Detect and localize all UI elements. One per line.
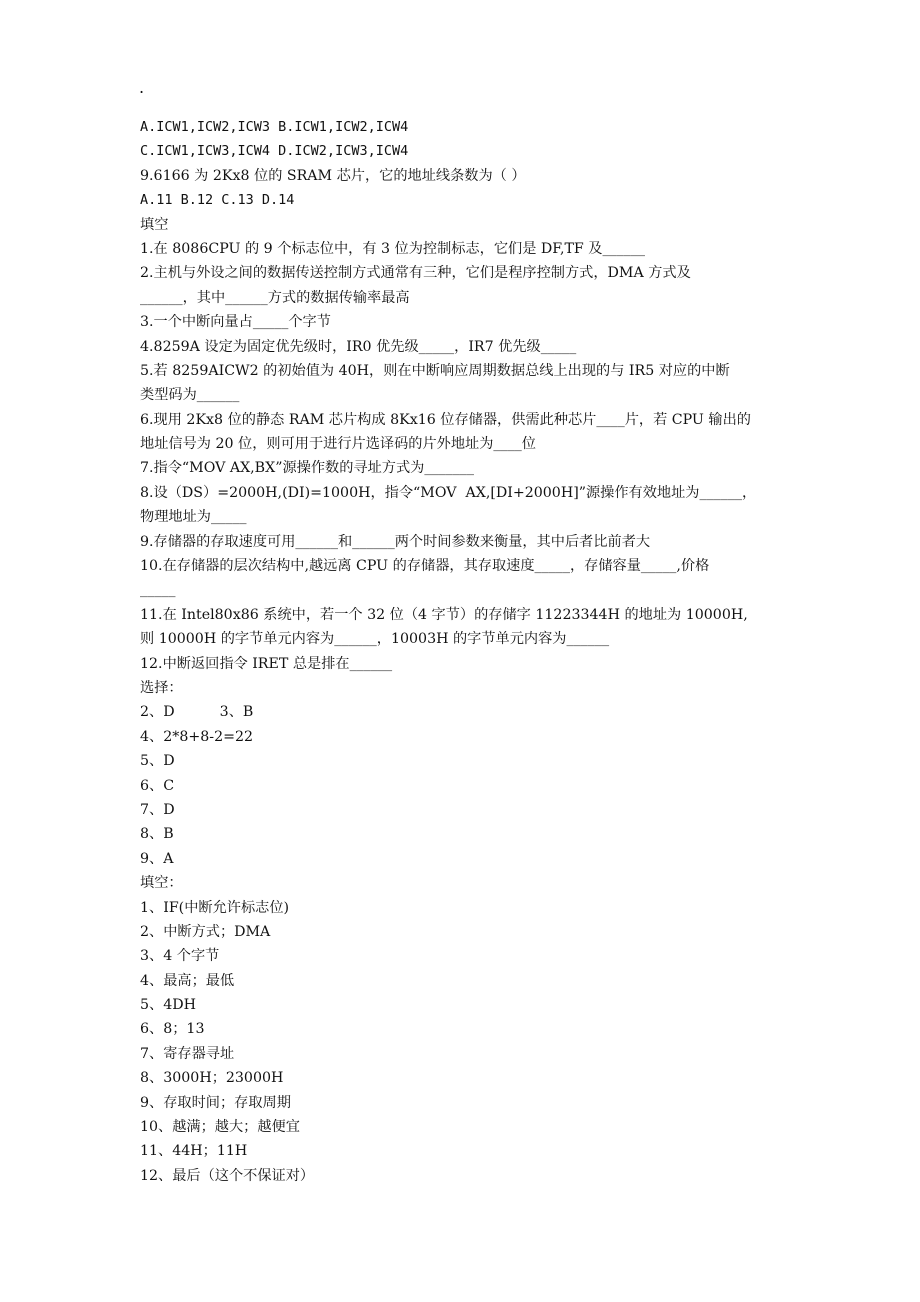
fill-question-line: 9.存储器的存取速度可用______和______两个时间参数来衡量，其中后者比前者大 [140, 533, 651, 550]
answer-fill-line: 9、存取时间；存取周期 [140, 1094, 291, 1111]
answers-choice-heading: 选择： [140, 679, 183, 696]
answer-fill-line: 7、寄存器寻址 [140, 1045, 235, 1062]
answer-fill-line: 5、4DH [140, 997, 196, 1014]
fill-question-line: ______，其中______方式的数据传输率最高 [140, 289, 410, 306]
answer-choice-line: 5、D [140, 753, 175, 770]
answer-fill-line: 1、IF(中断允许标志位) [140, 899, 290, 916]
fill-heading: 填空 [140, 216, 169, 233]
answer-choice-line: 6、C [140, 777, 175, 794]
answer-fill-line: 4、最高；最低 [140, 972, 235, 989]
question-9: 9.6166 为 2Kx8 位的 SRAM 芯片，它的地址线条数为（ ） [140, 167, 526, 184]
fill-question-line: 11.在 Intel80x86 系统中，若一个 32 位（4 字节）的存储字 11223344H 的地址为 10000H, [140, 606, 748, 623]
answer-choice-line: 4、2*8+8-2=22 [140, 728, 254, 745]
fill-question-line: 则 10000H 的字节单元内容为______，10003H 的字节单元内容为______ [140, 631, 610, 648]
answer-fill-line: 11、44H；11H [140, 1143, 248, 1160]
fill-question-line: 4.8259A 设定为固定优先级时，IR0 优先级_____，IR7 优先级_____ [140, 338, 577, 355]
answer-fill-line: 8、3000H；23000H [140, 1070, 284, 1087]
fill-question-line: _____ [140, 582, 176, 599]
header-mark: . [139, 78, 145, 97]
fill-question-line: 10.在存储器的层次结构中,越远离 CPU 的存储器，其存取速度_____，存储容量_____,价格 [140, 558, 710, 575]
choice-option-line: A.ICW1,ICW2,ICW3 B.ICW1,ICW2,ICW4 [140, 119, 409, 135]
choice-option-line: C.ICW1,ICW3,ICW4 D.ICW2,ICW3,ICW4 [140, 143, 409, 160]
fill-question-line: 3.一个中断向量占_____个字节 [140, 314, 331, 331]
answer-choice-line: 8、B [140, 826, 174, 843]
fill-question-line: 2.主机与外设之间的数据传送控制方式通常有三种，它们是程序控制方式，DMA 方式及 [140, 265, 691, 282]
question-9-options: A.11 B.12 C.13 D.14 [140, 192, 295, 209]
fill-question-line: 1.在 8086CPU 的 9 个标志位中，有 3 位为控制标志，它们是 DF,TF 及______ [140, 240, 646, 257]
document-content [140, 115, 790, 1188]
fill-question-line: 地址信号为 20 位，则可用于进行片选译码的片外地址为____位 [140, 436, 536, 453]
fill-question-line: 物理地址为_____ [140, 509, 247, 526]
answer-fill-line: 10、越满；越大；越便宜 [140, 1119, 300, 1136]
fill-question-line: 6.现用 2Kx8 位的静态 RAM 芯片构成 8Kx16 位存储器，供需此种芯片____片，若 CPU 输出的 [140, 411, 751, 428]
fill-question-line: 7.指令“MOV AX,BX”源操作数的寻址方式为_______ [140, 460, 474, 477]
answer-choice-line: 9、A [140, 850, 174, 867]
answer-fill-line: 2、中断方式；DMA [140, 923, 271, 940]
answer-choice-line: 7、D [140, 801, 175, 818]
fill-question-line: 8.设（DS）=2000H,(DI)=1000H，指令“MOV AX,[DI+2000H]”源操作有效地址为______， [140, 484, 757, 501]
answer-fill-line: 3、4 个字节 [140, 948, 220, 965]
answer-fill-line: 6、8；13 [140, 1021, 205, 1038]
answer-fill-line: 12、最后（这个不保证对） [140, 1167, 315, 1184]
fill-question-line: 类型码为______ [140, 387, 240, 404]
fill-question-line: 5.若 8259AICW2 的初始值为 40H，则在中断响应周期数据总线上出现的与 IR5 对应的中断 [140, 362, 730, 379]
answers-fill-heading: 填空： [140, 875, 183, 892]
answer-choice-line: 2、D 3、B [140, 704, 254, 721]
fill-question-line: 12.中断返回指令 IRET 总是排在______ [140, 655, 393, 672]
